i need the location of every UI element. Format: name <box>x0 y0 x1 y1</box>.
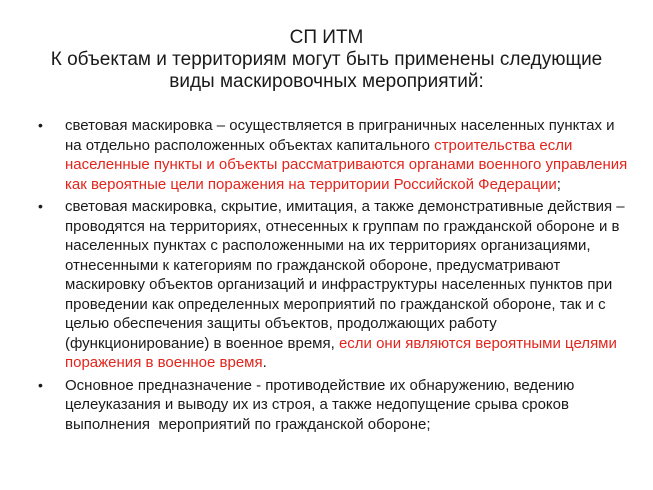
text-run: ; <box>556 175 561 193</box>
bullet-text <box>65 117 631 193</box>
text-run-red: строительства если населенные пункты и объекты рассматриваются органами военного управления как вероятные цели поражения на территории Российской Федерации <box>65 136 632 193</box>
bullet-item-main-purpose <box>38 376 630 435</box>
title-line: К объектам и территориям могут быть применены следующие <box>50 49 603 70</box>
bullet-list <box>38 116 630 437</box>
text-run: световая маскировка, скрытие, имитация, а также демонстративные действия – проводятся на территориях, отнесенных к группам по гражданской обороне и в населенных пунктах с расположенными на их территориях организациями, отнесенными к категориям по гражданской обороне, предусматривают маскировку объектов организаций и инфраструктуры населенных пунктов при проведении как определенных мероприятий по гражданской обороне, так и с целью обеспечения защиты объектов, продолжающих работу (функционирование) в военное время, <box>65 198 629 352</box>
title-line: СП ИТМ <box>289 27 364 48</box>
text-run: Основное предназначение - противодействие их обнаружению, ведению целеуказания и выводу их из строя, а также недопущение срыва сроков выполнения мероприятий по гражданской обороне; <box>65 376 579 433</box>
bullet-marker-icon: • <box>38 198 43 214</box>
slide-title <box>0 27 653 93</box>
text-run: . <box>262 354 267 371</box>
bullet-text <box>65 377 579 433</box>
bullet-marker-icon: • <box>38 117 43 133</box>
title-line: виды маскировочных мероприятий: <box>169 71 484 92</box>
bullet-marker-icon: • <box>38 376 43 393</box>
bullet-text <box>65 198 629 371</box>
text-run: световая маскировка – осуществляется в приграничных населенных пунктах и на отдельно расположенных объектах капитального <box>65 117 619 154</box>
bullet-item-masking-measures <box>38 197 630 373</box>
text-run-red: если они являются вероятными целями поражения в военное время <box>65 334 622 371</box>
bullet-item-light-masking <box>38 116 630 194</box>
